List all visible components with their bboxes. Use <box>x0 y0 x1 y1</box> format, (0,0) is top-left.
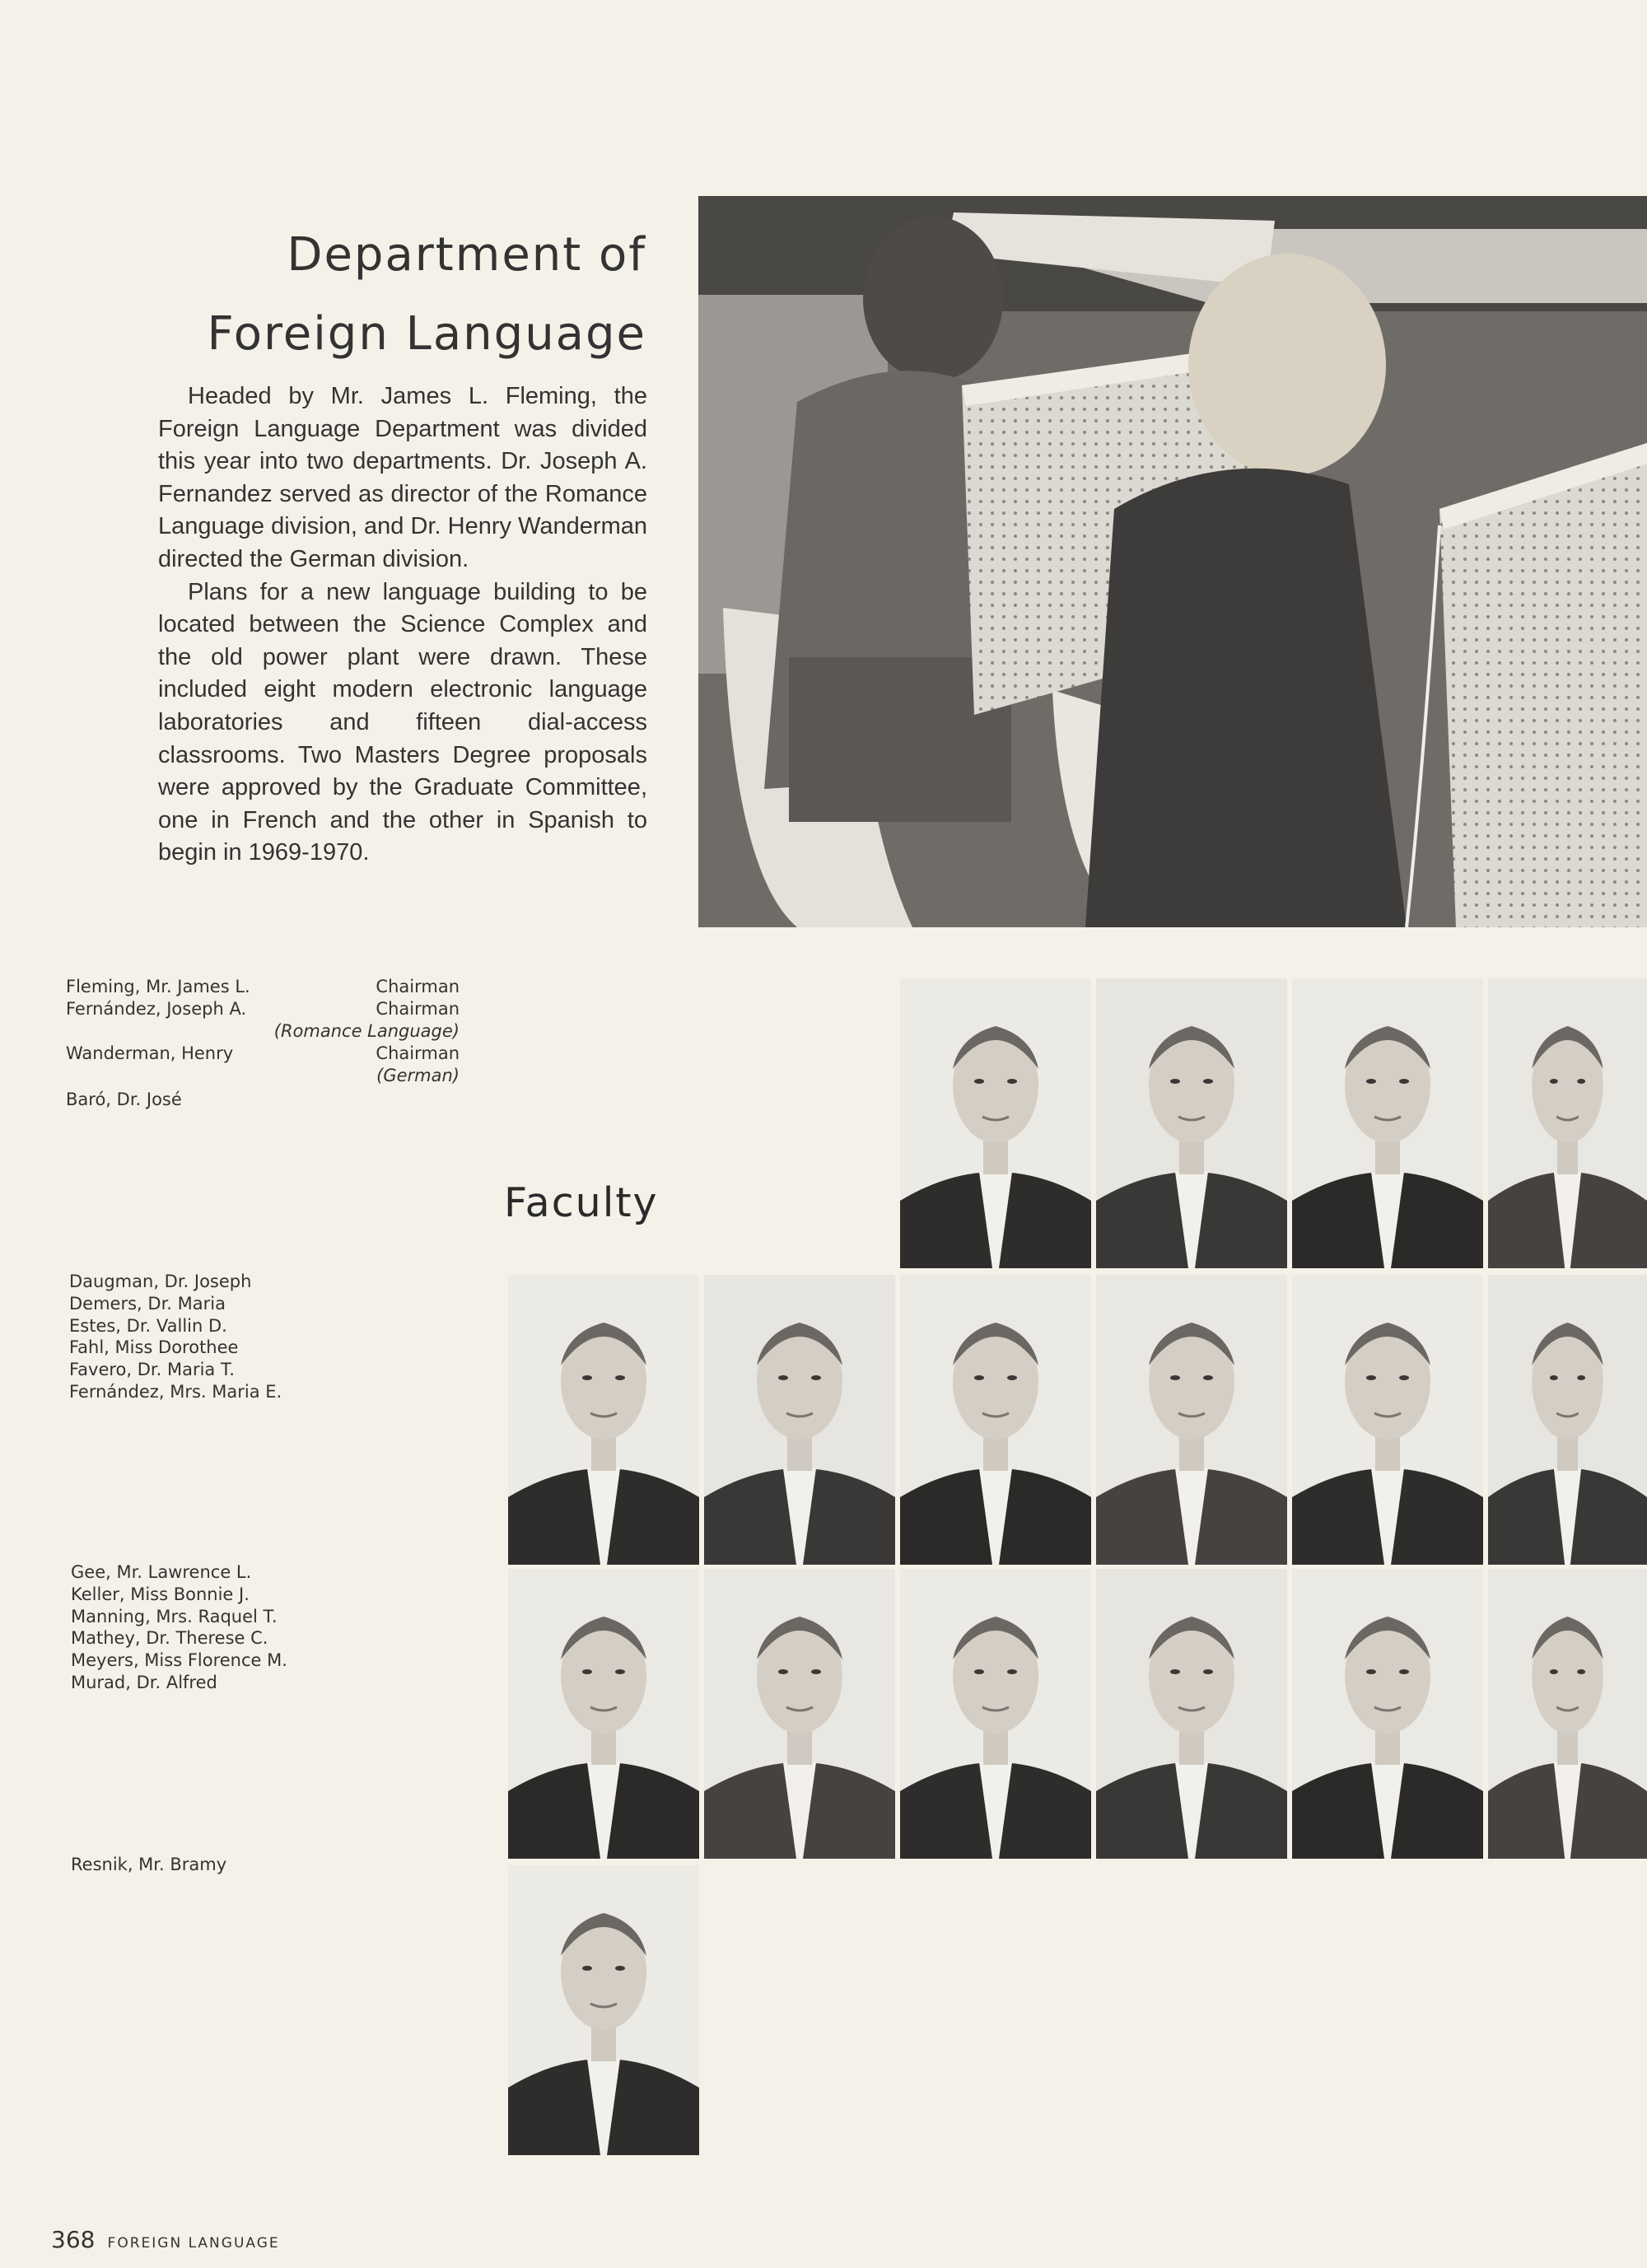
roster-group-2 <box>71 1561 287 1694</box>
faculty-portrait <box>1096 1569 1287 1859</box>
page-footer <box>51 2226 280 2253</box>
faculty-portrait <box>508 1569 699 1859</box>
roster-name: Resnik, Mr. Bramy <box>71 1855 227 1874</box>
chair-role: Chairman <box>376 977 460 996</box>
faculty-portrait <box>1292 1569 1483 1859</box>
faculty-portrait <box>704 1569 895 1859</box>
chair-role: Chairman <box>376 1043 460 1063</box>
roster-name: Meyers, Miss Florence M. <box>71 1650 287 1671</box>
page-number: 368 <box>51 2226 96 2253</box>
language-lab-photo-image <box>698 196 1647 927</box>
roster-name: Manning, Mrs. Raquel T. <box>71 1606 278 1626</box>
roster-name: Estes, Dr. Vallin D. <box>69 1315 227 1336</box>
faculty-portrait <box>1292 978 1483 1268</box>
intro-paragraph-2: Plans for a new language building to be located between the Science Complex and the old power plant were drawn. These included eight modern electronic language laboratories and fifteen dial-access classrooms. Two Masters Degree proposals were approved by the Graduate Committee, one in French and the other in Spanish to begin in 1969-1970. <box>158 578 647 866</box>
faculty-portrait <box>900 1275 1091 1565</box>
faculty-portrait <box>508 1275 699 1565</box>
roster-group-1 <box>69 1271 282 1403</box>
faculty-portrait <box>1292 1275 1483 1565</box>
faculty-portrait <box>1488 1569 1647 1859</box>
chair-division: (Romance Language) <box>273 1021 460 1041</box>
language-lab-photo <box>698 196 1647 927</box>
faculty-portrait <box>900 978 1091 1268</box>
faculty-portrait <box>508 1865 699 2155</box>
faculty-portrait <box>900 1569 1091 1859</box>
roster-name: Murad, Dr. Alfred <box>71 1672 217 1692</box>
intro-text <box>158 380 647 870</box>
roster-name: Fahl, Miss Dorothee <box>69 1337 239 1358</box>
chair-row <box>66 1090 460 1112</box>
title-line-1: Department of <box>287 228 646 282</box>
title-line-2: Foreign Language <box>207 307 646 361</box>
faculty-portrait <box>1488 978 1647 1268</box>
chair-row <box>66 999 460 1021</box>
faculty-portrait <box>1096 978 1287 1268</box>
page-title <box>70 216 646 374</box>
intro-paragraph-1: Headed by Mr. James L. Fleming, the Foreign Language Department was divided this year into two departments. Dr. Joseph A. Fernandez served as director of the Romance Language division, and Dr. Henry Wanderman directed the German division. <box>158 383 647 572</box>
section-name: FOREIGN LANGUAGE <box>107 2235 280 2252</box>
roster-name: Favero, Dr. Maria T. <box>69 1360 235 1380</box>
chair-name: Fleming, Mr. James L. <box>66 977 250 996</box>
chair-row <box>66 977 460 999</box>
chair-division: (German) <box>376 1066 460 1085</box>
roster-name: Gee, Mr. Lawrence L. <box>71 1562 252 1582</box>
roster-name: Fernández, Mrs. Maria E. <box>69 1381 282 1402</box>
faculty-portrait <box>1096 1275 1287 1565</box>
chairmen-list <box>66 977 460 1112</box>
chair-name: Fernández, Joseph A. <box>66 999 247 1019</box>
roster-name: Demers, Dr. Maria <box>69 1293 226 1314</box>
roster-group-3 <box>71 1854 226 1876</box>
faculty-portrait <box>704 1275 895 1565</box>
faculty-heading: Faculty <box>504 1179 659 1226</box>
chair-role: Chairman <box>376 999 460 1019</box>
roster-name: Daugman, Dr. Joseph <box>69 1272 252 1291</box>
roster-name: Keller, Miss Bonnie J. <box>71 1584 250 1604</box>
faculty-portrait <box>1488 1275 1647 1565</box>
chair-name: Wanderman, Henry <box>66 1043 234 1063</box>
chair-row <box>66 1043 460 1066</box>
roster-name: Mathey, Dr. Therese C. <box>71 1628 268 1649</box>
chair-subtitle-row <box>66 1021 460 1043</box>
chair-subtitle-row <box>66 1066 460 1088</box>
chair-name: Baró, Dr. José <box>66 1090 182 1109</box>
